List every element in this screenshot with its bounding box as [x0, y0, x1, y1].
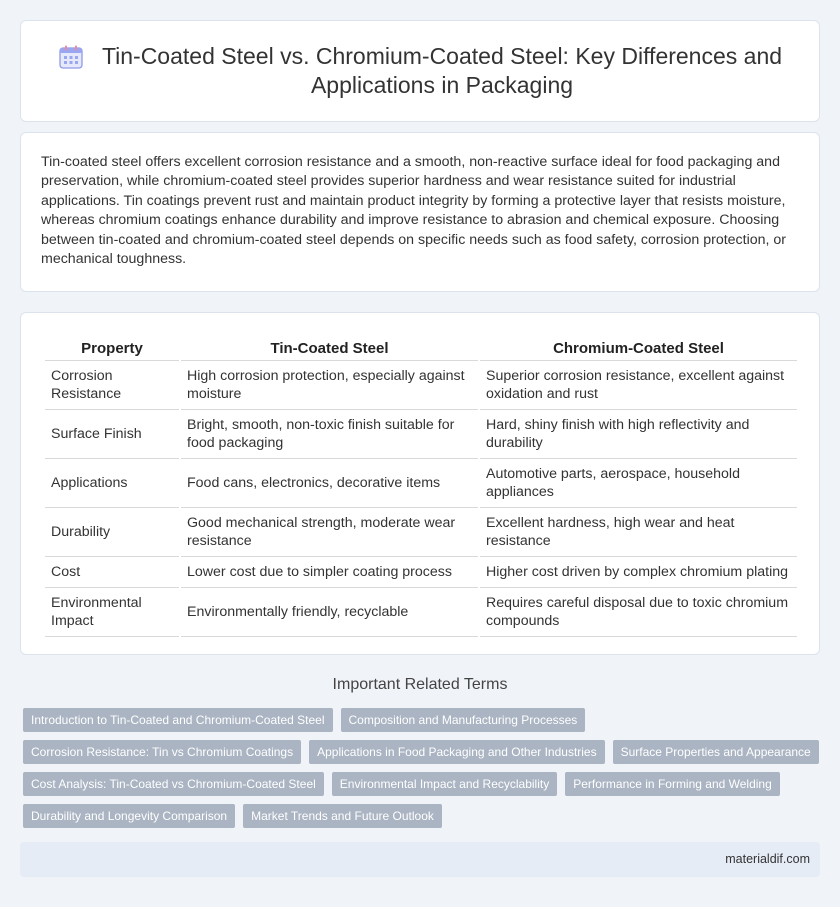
table-row: [45, 459, 797, 508]
related-terms-list: [23, 708, 823, 836]
row-chromium: Higher cost driven by complex chromium plating: [480, 557, 797, 588]
row-tin: Good mechanical strength, moderate wear resistance: [181, 508, 478, 557]
row-property: Corrosion Resistance: [45, 361, 179, 410]
header-card: [20, 20, 820, 122]
table-header-row: [45, 331, 797, 361]
comparison-table: [43, 331, 799, 637]
table-row: [45, 588, 797, 637]
row-property: Surface Finish: [45, 410, 179, 459]
related-term-chip[interactable]: Cost Analysis: Tin-Coated vs Chromium-Coated Steel: [23, 772, 324, 796]
table-row: [45, 508, 797, 557]
table-row: [45, 557, 797, 588]
related-term-chip[interactable]: Market Trends and Future Outlook: [243, 804, 442, 828]
related-term-chip[interactable]: Environmental Impact and Recyclability: [332, 772, 557, 796]
related-term-chip[interactable]: Applications in Food Packaging and Other Industries: [309, 740, 605, 764]
row-chromium: Excellent hardness, high wear and heat resistance: [480, 508, 797, 557]
row-property: Environmental Impact: [45, 588, 179, 637]
row-tin: Environmentally friendly, recyclable: [181, 588, 478, 637]
row-tin: Food cans, electronics, decorative items: [181, 459, 478, 508]
comparison-table-card: [20, 312, 820, 655]
row-tin: Lower cost due to simpler coating process: [181, 557, 478, 588]
related-term-chip[interactable]: Introduction to Tin-Coated and Chromium-Coated Steel: [23, 708, 333, 732]
related-term-chip[interactable]: Performance in Forming and Welding: [565, 772, 780, 796]
related-term-chip[interactable]: Composition and Manufacturing Processes: [341, 708, 586, 732]
row-chromium: Superior corrosion resistance, excellent against oxidation and rust: [480, 361, 797, 410]
row-chromium: Requires careful disposal due to toxic chromium compounds: [480, 588, 797, 637]
related-term-chip[interactable]: Durability and Longevity Comparison: [23, 804, 235, 828]
row-tin: High corrosion protection, especially against moisture: [181, 361, 478, 410]
page-title-line2: Applications in Packaging: [310, 72, 574, 98]
row-chromium: Hard, shiny finish with high reflectivity and durability: [480, 410, 797, 459]
table-row: [45, 361, 797, 410]
intro-card: [20, 132, 820, 292]
row-tin: Bright, smooth, non-toxic finish suitable for food packaging: [181, 410, 478, 459]
row-property: Durability: [45, 508, 179, 557]
intro-paragraph: Tin-coated steel offers excellent corrosion resistance and a smooth, non-reactive surface ideal for food packaging and preservation, while chromium-coated steel provides superior hardness and wear resistance suited for industrial applications. Tin coatings prevent rust and maintain product integrity by forming a protective layer that resists moisture, whereas chromium coatings enhance durability and improve resistance to abrasion and chemical exposure. Choosing between tin-coated and chromium-coated steel depends on specific needs such as food safety, corrosion protection, or mechanical toughness.: [41, 154, 787, 268]
page-title: [102, 42, 782, 100]
related-term-chip[interactable]: Surface Properties and Appearance: [613, 740, 819, 764]
table-row: [45, 410, 797, 459]
row-chromium: Automotive parts, aerospace, household appliances: [480, 459, 797, 508]
row-property: Cost: [45, 557, 179, 588]
row-property: Applications: [45, 459, 179, 508]
footer-site-link[interactable]: materialdif.com: [725, 852, 810, 866]
header-property: Property: [45, 331, 179, 361]
related-term-chip[interactable]: Corrosion Resistance: Tin vs Chromium Coatings: [23, 740, 301, 764]
footer: [20, 842, 820, 877]
header-tin: Tin-Coated Steel: [181, 331, 478, 361]
page-title-line1: Tin-Coated Steel vs. Chromium-Coated Steel: Key Differences and: [101, 43, 783, 69]
calendar-icon: [58, 44, 84, 70]
header-chromium: Chromium-Coated Steel: [480, 331, 797, 361]
related-terms-title: Important Related Terms: [332, 676, 508, 693]
